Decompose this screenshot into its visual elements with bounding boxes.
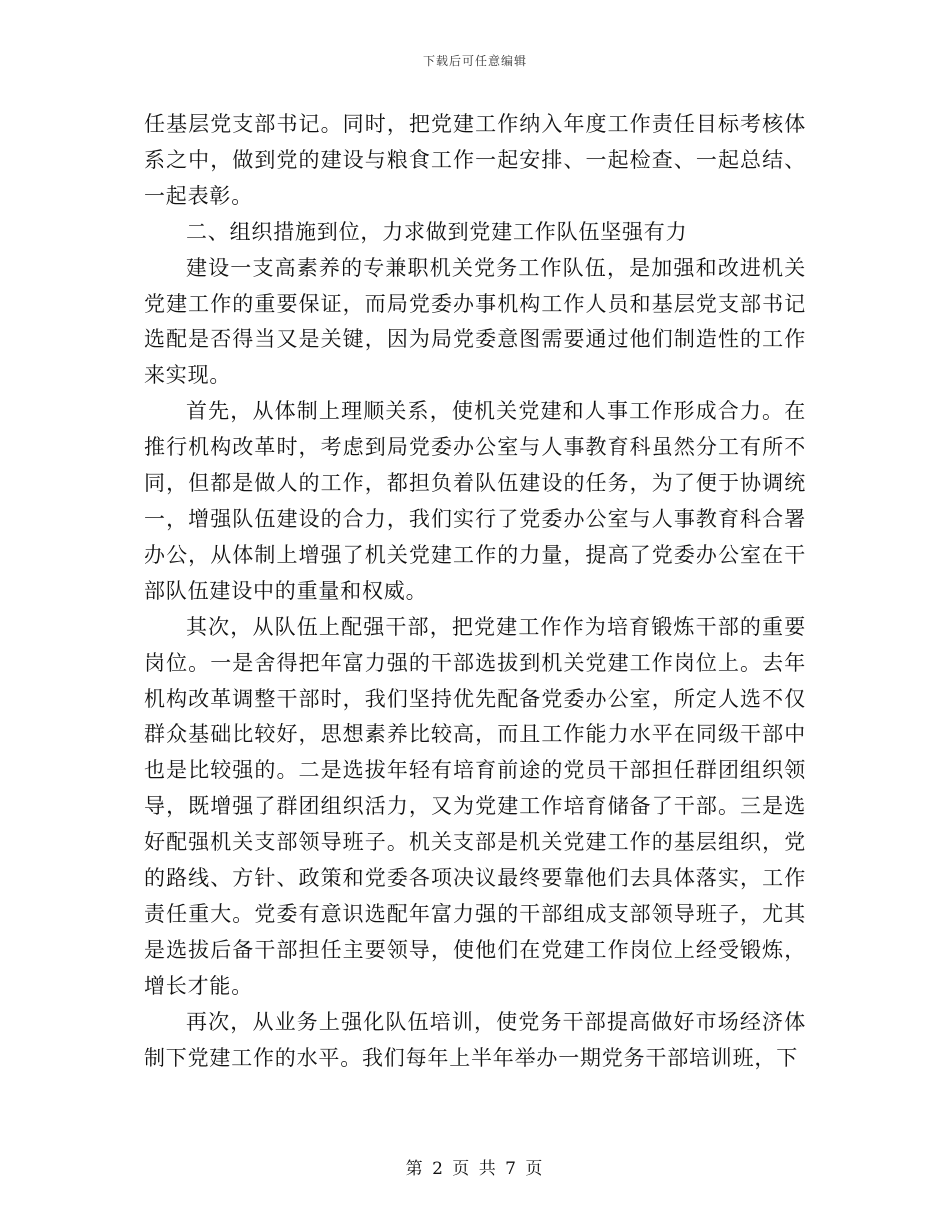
page-header: 下载后可任意编辑 xyxy=(422,54,527,68)
document-body xyxy=(144,107,806,1076)
paragraph: 再次，从业务上强化队伍培训，使党务干部提高做好市场经济体制下党建工作的水平。我们每年上半年举办一期党务干部培训班，下 xyxy=(144,1009,806,1070)
section-heading: 二、组织措施到位，力求做到党建工作队伍坚强有力 xyxy=(186,219,688,244)
paragraph-continuation: 任基层党支部书记。同时，把党建工作纳入年度工作责任目标考核体系之中，做到党的建设与粮食工作一起安排、一起检查、一起总结、一起表彰。 xyxy=(144,112,806,208)
page-number-footer: 第 2 页 共 7 页 xyxy=(405,1159,545,1179)
paragraph: 首先，从体制上理顺关系，使机关党建和人事工作形成合力。在推行机构改革时，考虑到局党委办公室与人事教育科虽然分工有所不同，但都是做人的工作，都担负着队伍建设的任务，为了便于协调统一，增强队伍建设的合力，我们实行了党委办公室与人事教育科合署办公，从体制上增强了机关党建工作的力量，提高了党委办公室在干部队伍建设中的重量和权威。 xyxy=(144,399,806,603)
paragraph: 建设一支高素养的专兼职机关党务工作队伍，是加强和改进机关党建工作的重要保证，而局党委办事机构工作人员和基层党支部书记选配是否得当又是关键，因为局党委意图需要通过他们制造性的工作来实现。 xyxy=(144,255,806,388)
paragraph: 其次，从队伍上配强干部，把党建工作作为培育锻炼干部的重要岗位。一是舍得把年富力强的干部选拔到机关党建工作岗位上。去年机构改革调整干部时，我们坚持优先配备党委办公室，所定人选不仅群众基础比较好，思想素养比较高，而且工作能力水平在同级干部中也是比较强的。二是选拔年轻有培育前途的党员干部担任群团组织领导，既增强了群团组织活力，又为党建工作培育储备了干部。三是选好配强机关支部领导班子。机关支部是机关党建工作的基层组织，党的路线、方针、政策和党委各项决议最终要靠他们去具体落实，工作责任重大。党委有意识选配年富力强的干部组成支部领导班子，尤其是选拔后备干部担任主要领导，使他们在党建工作岗位上经受锻炼，增长才能。 xyxy=(144,614,806,998)
